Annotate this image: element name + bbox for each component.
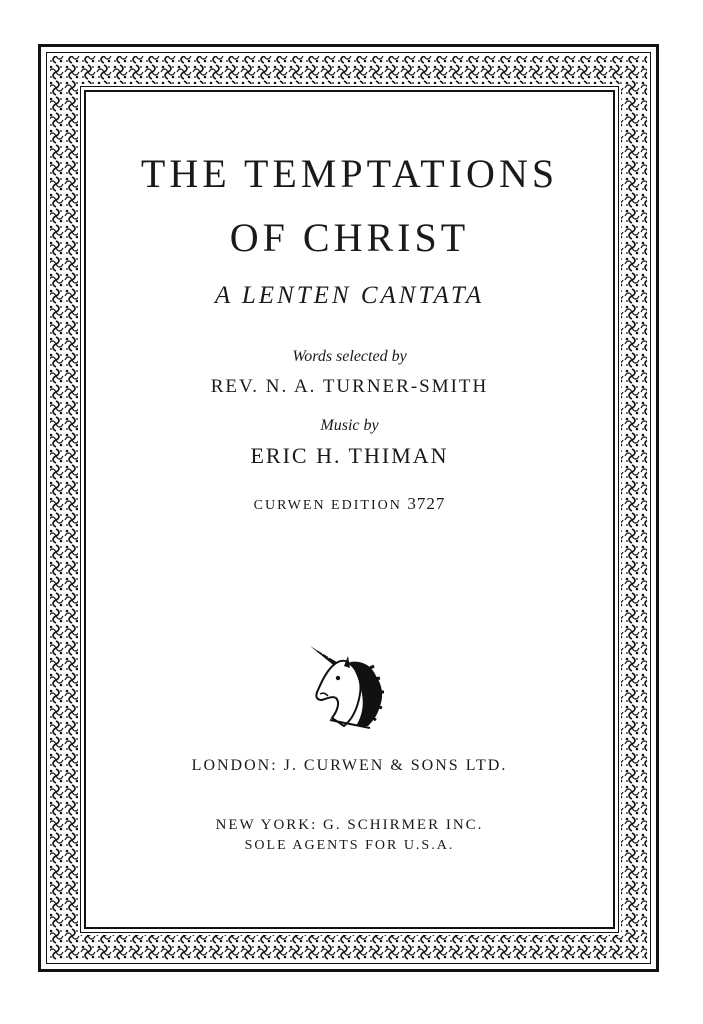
edition-line — [84, 494, 615, 514]
music-label: Music by — [320, 417, 379, 434]
composer-name: ERIC H. THIMAN — [250, 443, 449, 468]
publisher-newyork: NEW YORK: G. SCHIRMER INC. — [215, 817, 484, 833]
author-name: REV. N. A. TURNER-SMITH — [210, 376, 489, 397]
title-line-2: OF CHRIST — [229, 215, 470, 260]
title-line-1: THE TEMPTATIONS — [140, 151, 559, 196]
subtitle: A LENTEN CANTATA — [214, 282, 485, 309]
words-label: Words selected by — [292, 348, 407, 365]
publisher-agents: SOLE AGENTS FOR U.S.A. — [244, 838, 455, 853]
edition-label: CURWEN EDITION — [253, 498, 402, 513]
publisher-london: LONDON: J. CURWEN & SONS LTD. — [191, 757, 508, 774]
unicorn-head-icon — [300, 640, 400, 732]
edition-number: 3727 — [407, 494, 446, 513]
